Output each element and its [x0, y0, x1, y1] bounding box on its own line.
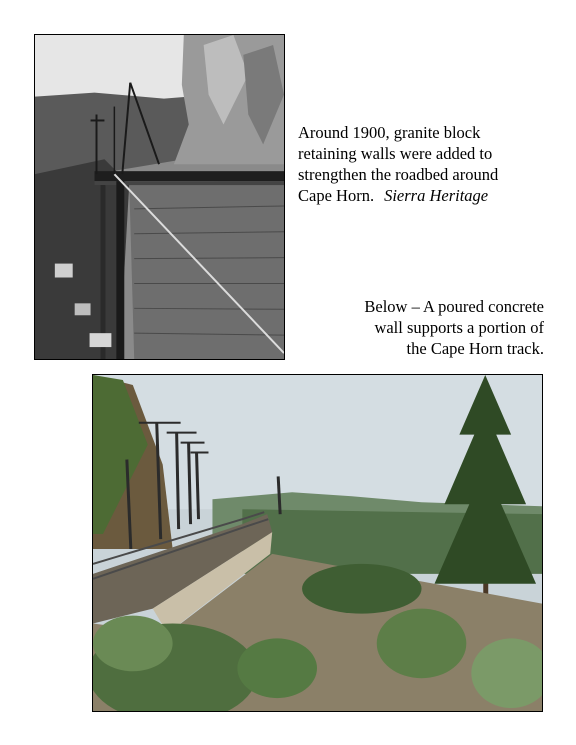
historical-photo-caption — [298, 122, 548, 206]
modern-photo-caption — [300, 296, 544, 359]
caption-line: the Cape Horn track. — [406, 339, 544, 358]
caption-line: strengthen the roadbed around — [298, 165, 499, 184]
historical-photo-granite-walls — [34, 34, 285, 360]
caption-line: wall supports a portion of — [374, 318, 544, 337]
caption-line: Below – A poured concrete — [364, 297, 544, 316]
caption-line: retaining walls were added to — [298, 144, 493, 163]
historical-photo-illustration — [35, 35, 284, 359]
photo-credit: Sierra Heritage — [384, 186, 489, 205]
modern-photo-concrete-wall — [92, 374, 543, 712]
modern-photo-illustration — [93, 375, 542, 711]
caption-line: Around 1900, granite block — [298, 123, 481, 142]
caption-line: Cape Horn. — [298, 186, 375, 205]
